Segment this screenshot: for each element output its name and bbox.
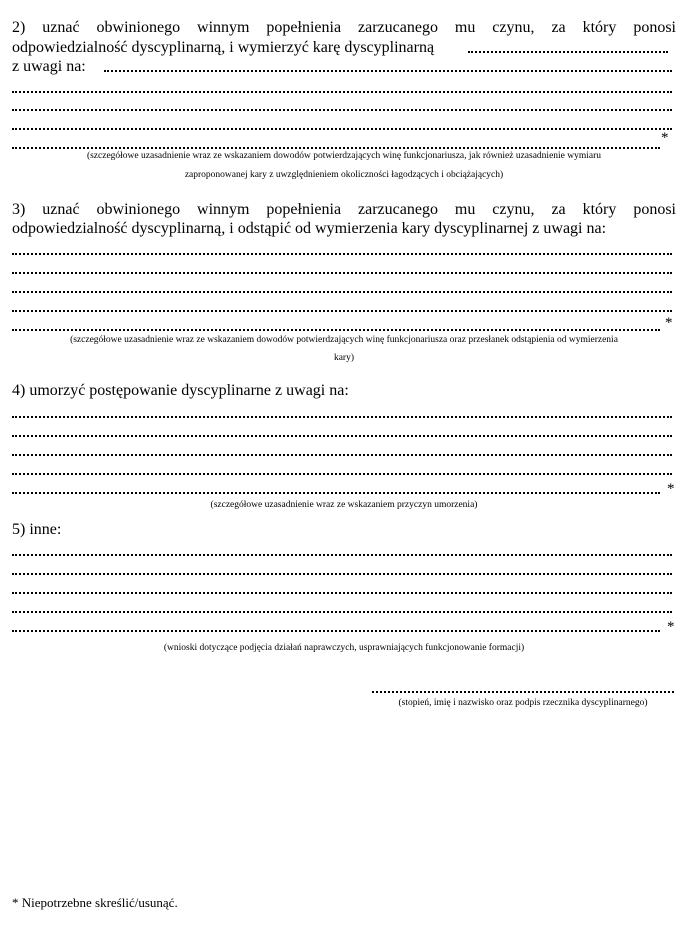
footnote: * Niepotrzebne skreślić/usunąć. bbox=[12, 895, 178, 910]
section2-field-line1[interactable] bbox=[104, 69, 672, 72]
section3-note-line1: (szczegółowe uzasadnienie wraz ze wskazaniem dowodów potwierdzających winę funkcjonariusza oraz przesłanek odstąpienia od wymierzenia bbox=[70, 335, 618, 345]
section5-field-line1[interactable] bbox=[12, 553, 672, 556]
section4-field-line1[interactable] bbox=[12, 415, 672, 418]
section2-note-line1: (szczegółowe uzasadnienie wraz ze wskazaniem dowodów potwierdzających winę funkcjonariusza, jak również uzasadnienie wymiaru bbox=[86, 151, 602, 161]
penalty-field[interactable] bbox=[468, 50, 668, 53]
section2-line2-label: odpowiedzialność dyscyplinarną, i wymierzyć karę dyscyplinarną bbox=[12, 39, 435, 56]
section5-field-line2[interactable] bbox=[12, 572, 672, 575]
section3-line2: odpowiedzialność dyscyplinarną, i odstąpić od wymierzenia kary dyscyplinarnej z uwagi na: bbox=[12, 220, 607, 237]
section3-note-line2: kary) bbox=[333, 353, 355, 363]
signature-field[interactable] bbox=[372, 690, 674, 693]
section2-line3-label: z uwagi na: bbox=[12, 58, 86, 75]
section5-heading: 5) inne: bbox=[12, 521, 62, 538]
signature-caption: (stopień, imię i nazwisko oraz podpis rzecznika dyscyplinarnego) bbox=[398, 698, 648, 708]
section3-star: * bbox=[665, 315, 673, 331]
section3-field-line4[interactable] bbox=[12, 309, 672, 312]
section4-heading: 4) umorzyć postępowanie dyscyplinarne z uwagi na: bbox=[12, 382, 349, 399]
section5-note: (wnioski dotyczące podjęcia działań naprawczych, usprawniających funkcjonowanie formacji) bbox=[163, 643, 525, 653]
section5-field-line4[interactable] bbox=[12, 610, 672, 613]
section3-field-line5[interactable] bbox=[12, 328, 660, 331]
section2-line1: 2) uznać obwinionego winnym popełnienia zarzucanego mu czynu, za który ponosi bbox=[12, 19, 676, 36]
section4-field-line2[interactable] bbox=[12, 434, 672, 437]
section5-field-line3[interactable] bbox=[12, 591, 672, 594]
section3-field-line3[interactable] bbox=[12, 290, 672, 293]
section3-field-line1[interactable] bbox=[12, 252, 672, 255]
section4-star: * bbox=[667, 481, 675, 497]
section2-field-line3[interactable] bbox=[12, 108, 672, 111]
section4-field-line4[interactable] bbox=[12, 472, 672, 475]
section4-field-line3[interactable] bbox=[12, 453, 672, 456]
section2-star: * bbox=[661, 130, 669, 146]
section4-field-line5[interactable] bbox=[12, 491, 660, 494]
section2-field-line5[interactable] bbox=[12, 146, 660, 149]
section2-field-line4[interactable] bbox=[12, 127, 672, 130]
section5-star: * bbox=[667, 619, 675, 635]
section5-field-line5[interactable] bbox=[12, 629, 660, 632]
section2-note-line2: zaproponowanej kary z uwzględnieniem okoliczności łagodzących i obciążających) bbox=[184, 170, 504, 180]
section2-field-line2[interactable] bbox=[12, 90, 672, 93]
section3-line1: 3) uznać obwinionego winnym popełnienia zarzucanego mu czynu, za który ponosi bbox=[12, 201, 676, 218]
section3-field-line2[interactable] bbox=[12, 271, 672, 274]
section4-note: (szczegółowe uzasadnienie wraz ze wskazaniem przyczyn umorzenia) bbox=[210, 500, 478, 510]
